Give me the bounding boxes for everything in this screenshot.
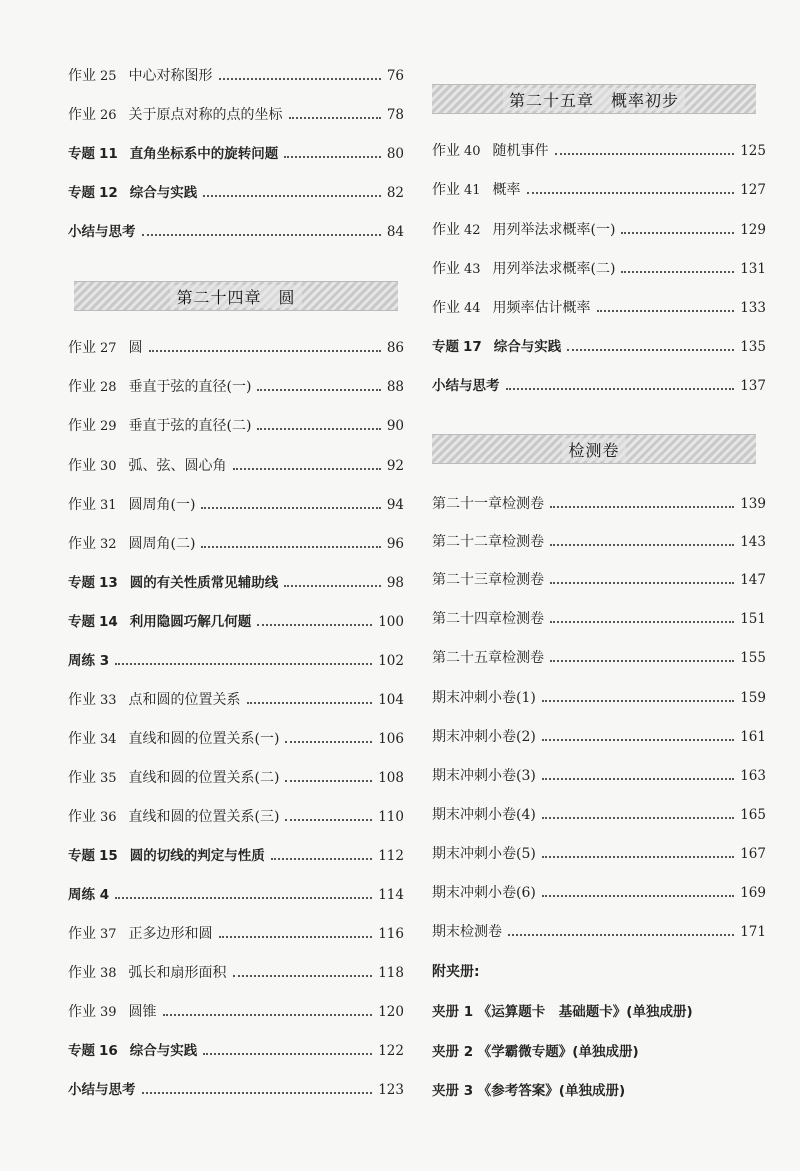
entry-number: 14 (99, 614, 118, 630)
entry-title: 直线和圆的位置关系(一) (128, 731, 280, 747)
entry-page: 167 (740, 846, 766, 862)
toc-entry[interactable] (432, 725, 766, 749)
entry-page: 123 (378, 1082, 404, 1098)
entry-page: 84 (386, 224, 404, 240)
entry-number: 17 (463, 339, 482, 355)
entry-number: 26 (100, 108, 117, 123)
entry-number: 43 (464, 262, 481, 277)
leader-dots (142, 1092, 373, 1094)
leader-dots (163, 1014, 373, 1016)
toc-entry[interactable] (68, 610, 404, 634)
leader-dots (219, 936, 373, 938)
toc-entry[interactable] (68, 103, 404, 127)
entry-kind: 专题 (68, 575, 95, 591)
toc-entry[interactable] (68, 142, 404, 166)
entry-number: 29 (100, 419, 117, 434)
toc-entry[interactable] (68, 454, 404, 478)
entry-page: 86 (386, 340, 404, 356)
entry-page: 135 (740, 339, 766, 355)
entry-page: 100 (378, 614, 404, 630)
leader-dots (550, 660, 734, 662)
toc-entry[interactable] (68, 688, 404, 712)
leader-dots (508, 934, 734, 936)
leader-dots (203, 195, 381, 197)
entry-title: 圆锥 (128, 1004, 157, 1020)
entry-title: 期末冲刺小卷(2) (432, 729, 536, 745)
entry-page: 114 (378, 887, 404, 903)
entry-title: 圆的有关性质常见辅助线 (129, 575, 279, 591)
entry-kind: 专题 (68, 848, 95, 864)
entry-number: 36 (100, 810, 117, 825)
entry-kind: 作业 (68, 1004, 96, 1020)
entry-page: 88 (386, 379, 404, 395)
entry-title: 用频率估计概率 (492, 300, 591, 316)
entry-page: 82 (386, 185, 404, 201)
entry-title: 随机事件 (492, 143, 549, 159)
leader-dots (289, 117, 381, 119)
leader-dots (257, 428, 380, 430)
entry-title: 关于原点对称的点的坐标 (128, 107, 283, 123)
entry-page: 110 (378, 809, 404, 825)
entry-page: 143 (740, 534, 766, 550)
leader-dots (527, 192, 735, 194)
leader-dots (285, 741, 372, 743)
toc-entry[interactable] (432, 568, 766, 592)
toc-entry[interactable] (68, 1078, 404, 1102)
entry-page: 161 (740, 729, 766, 745)
entry-title: 周练 3 (68, 653, 110, 669)
entry-title: 第二十五章检测卷 (432, 650, 544, 666)
entry-title: 第二十二章检测卷 (432, 534, 544, 550)
entry-kind: 专题 (68, 185, 95, 201)
entry-kind: 作业 (68, 458, 96, 474)
entry-title: 小结与思考 (68, 1082, 136, 1098)
leader-dots (506, 388, 735, 390)
entry-title: 期末冲刺小卷(5) (432, 846, 536, 862)
leader-dots (284, 585, 381, 587)
appendix-item: 夹册 2 《学霸微专题》(单独成册) (432, 1044, 639, 1060)
entry-title: 期末冲刺小卷(4) (432, 807, 536, 823)
leader-dots (257, 389, 380, 391)
entry-title: 综合与实践 (129, 185, 198, 201)
entry-number: 42 (464, 223, 481, 238)
entry-title: 圆周角(一) (128, 497, 196, 513)
leader-dots (597, 310, 735, 312)
entry-number: 25 (100, 69, 117, 84)
leader-dots (149, 350, 381, 352)
leader-dots (201, 546, 380, 548)
entry-title: 第二十一章检测卷 (432, 496, 544, 512)
entry-title: 点和圆的位置关系 (128, 692, 241, 708)
entry-title: 第二十四章检测卷 (432, 611, 544, 627)
entry-page: 116 (378, 926, 404, 942)
entry-title: 期末冲刺小卷(3) (432, 768, 536, 784)
entry-kind: 作业 (68, 770, 96, 786)
entry-page: 129 (740, 222, 766, 238)
entry-number: 27 (100, 341, 117, 356)
entry-page: 102 (378, 653, 404, 669)
entry-number: 16 (99, 1043, 118, 1059)
entry-title: 综合与实践 (129, 1043, 198, 1059)
entry-kind: 专题 (68, 614, 95, 630)
entry-number: 33 (100, 693, 117, 708)
entry-page: 125 (740, 143, 766, 159)
toc-entry[interactable] (432, 881, 766, 905)
leader-dots (621, 232, 734, 234)
entry-kind: 专题 (432, 339, 459, 355)
entry-kind: 专题 (68, 146, 95, 162)
entry-page: 80 (386, 146, 404, 162)
chapter-title: 第二十四章 圆 (170, 285, 301, 308)
entry-page: 169 (740, 885, 766, 901)
toc-entry[interactable] (68, 961, 404, 985)
entry-kind: 作业 (68, 68, 96, 84)
entry-page: 92 (386, 458, 404, 474)
entry-kind: 作业 (432, 300, 460, 316)
entry-title: 直角坐标系中的旋转问题 (129, 146, 279, 162)
toc-entry[interactable] (68, 375, 404, 399)
entry-title: 弧、弦、圆心角 (128, 458, 227, 474)
toc-entry[interactable] (432, 335, 766, 359)
leader-dots (284, 156, 381, 158)
toc-entry[interactable] (68, 571, 404, 595)
entry-page: 159 (740, 690, 766, 706)
toc-entry[interactable] (432, 218, 766, 242)
appendix-item: 夹册 3 《参考答案》(单独成册) (432, 1083, 626, 1099)
entry-title: 垂直于弦的直径(二) (128, 418, 252, 434)
appendix-item: 夹册 1 《运算题卡 基础题卡》(单独成册) (432, 1004, 693, 1020)
entry-page: 78 (386, 107, 404, 123)
entry-title: 用列举法求概率(一) (492, 222, 616, 238)
toc-entry[interactable] (68, 414, 404, 438)
tests-heading (432, 434, 756, 464)
toc-entry[interactable] (432, 139, 766, 163)
entry-number: 41 (464, 183, 481, 198)
entry-page: 90 (386, 418, 404, 434)
entry-kind: 专题 (68, 1043, 95, 1059)
chapter-title: 第二十五章 概率初步 (503, 88, 685, 111)
toc-entry[interactable] (432, 686, 766, 710)
entry-kind: 作业 (68, 107, 96, 123)
entry-kind: 作业 (68, 809, 96, 825)
toc-entry[interactable] (432, 842, 766, 866)
toc-entry[interactable] (68, 649, 404, 673)
toc-entry[interactable] (432, 530, 766, 554)
entry-page: 118 (378, 965, 404, 981)
entry-number: 35 (100, 771, 117, 786)
entry-page: 120 (378, 1004, 404, 1020)
entry-title: 用列举法求概率(二) (492, 261, 616, 277)
entry-page: 112 (378, 848, 404, 864)
entry-page: 139 (740, 496, 766, 512)
entry-kind: 作业 (68, 379, 96, 395)
entry-kind: 作业 (432, 182, 460, 198)
leader-dots (115, 663, 372, 665)
entry-page: 104 (378, 692, 404, 708)
entry-page: 147 (740, 572, 766, 588)
chapter-25-heading (432, 84, 756, 114)
section-title: 检测卷 (562, 438, 625, 461)
entry-number: 28 (100, 380, 117, 395)
leader-dots (233, 468, 381, 470)
leader-dots (555, 153, 735, 155)
entry-title: 正多边形和圆 (128, 926, 213, 942)
entry-number: 37 (100, 927, 117, 942)
entry-title: 直线和圆的位置关系(三) (128, 809, 280, 825)
leader-dots (247, 702, 373, 704)
entry-title: 圆的切线的判定与性质 (129, 848, 265, 864)
leader-dots (201, 507, 380, 509)
appendix-heading: 附夹册: (432, 964, 480, 980)
entry-number: 11 (99, 146, 118, 162)
entry-title: 弧长和扇形面积 (128, 965, 227, 981)
leader-dots (285, 819, 372, 821)
toc-entry[interactable] (68, 922, 404, 946)
entry-kind: 作业 (68, 497, 96, 513)
entry-page: 155 (740, 650, 766, 666)
entry-number: 12 (99, 185, 118, 201)
entry-kind: 作业 (68, 536, 96, 552)
leader-dots (542, 739, 734, 741)
entry-kind: 作业 (68, 731, 96, 747)
entry-page: 165 (740, 807, 766, 823)
entry-page: 108 (378, 770, 404, 786)
chapter-24-heading (74, 281, 398, 311)
entry-kind: 作业 (68, 965, 96, 981)
entry-kind: 作业 (432, 143, 460, 159)
toc-entry[interactable] (68, 64, 404, 88)
entry-page: 96 (386, 536, 404, 552)
toc-entry[interactable] (68, 493, 404, 517)
leader-dots (115, 897, 372, 899)
entry-kind: 作业 (68, 340, 96, 356)
toc-entry[interactable] (432, 920, 766, 944)
toc-entry[interactable] (68, 805, 404, 829)
leader-dots (142, 234, 381, 236)
entry-title: 利用隐圆巧解几何题 (129, 614, 252, 630)
entry-title: 小结与思考 (68, 224, 136, 240)
entry-page: 106 (378, 731, 404, 747)
entry-number: 15 (99, 848, 118, 864)
entry-number: 31 (100, 498, 117, 513)
entry-page: 137 (740, 378, 766, 394)
toc-entry[interactable] (68, 532, 404, 556)
entry-kind: 作业 (68, 926, 96, 942)
entry-title: 垂直于弦的直径(一) (128, 379, 252, 395)
entry-title: 概率 (492, 182, 521, 198)
entry-kind: 作业 (68, 418, 96, 434)
entry-number: 38 (100, 966, 117, 981)
entry-number: 13 (99, 575, 118, 591)
leader-dots (271, 858, 372, 860)
entry-title: 期末冲刺小卷(1) (432, 690, 536, 706)
toc-entry[interactable] (432, 646, 766, 670)
leader-dots (542, 817, 734, 819)
entry-number: 44 (464, 301, 481, 316)
entry-kind: 作业 (432, 222, 460, 238)
entry-title: 小结与思考 (432, 378, 500, 394)
leader-dots (621, 271, 734, 273)
entry-page: 171 (740, 924, 766, 940)
entry-title: 第二十三章检测卷 (432, 572, 544, 588)
leader-dots (542, 778, 734, 780)
toc-entry[interactable] (68, 883, 404, 907)
toc-entry[interactable] (432, 492, 766, 516)
entry-title: 期末冲刺小卷(6) (432, 885, 536, 901)
toc-entry[interactable] (68, 181, 404, 205)
entry-number: 39 (100, 1005, 117, 1020)
toc-entry[interactable] (432, 607, 766, 631)
toc-entry[interactable] (432, 296, 766, 320)
toc-entry[interactable] (432, 803, 766, 827)
leader-dots (542, 895, 734, 897)
entry-number: 32 (100, 537, 117, 552)
leader-dots (550, 621, 734, 623)
leader-dots (203, 1053, 372, 1055)
entry-page: 94 (386, 497, 404, 513)
leader-dots (542, 856, 734, 858)
entry-number: 40 (464, 144, 481, 159)
entry-page: 163 (740, 768, 766, 784)
leader-dots (567, 349, 734, 351)
entry-kind: 作业 (68, 692, 96, 708)
entry-title: 周练 4 (68, 887, 110, 903)
toc-entry[interactable] (68, 336, 404, 360)
entry-title: 期末检测卷 (432, 924, 502, 940)
entry-page: 133 (740, 300, 766, 316)
leader-dots (257, 624, 372, 626)
entry-page: 131 (740, 261, 766, 277)
toc-entry[interactable] (68, 220, 404, 244)
toc-entry[interactable] (68, 727, 404, 751)
leader-dots (550, 506, 734, 508)
entry-title: 圆 (128, 340, 143, 356)
toc-entry[interactable] (68, 766, 404, 790)
entry-page: 127 (740, 182, 766, 198)
leader-dots (550, 544, 734, 546)
entry-number: 34 (100, 732, 117, 747)
leader-dots (233, 975, 373, 977)
toc-entry[interactable] (432, 178, 766, 202)
toc-entry[interactable] (68, 1039, 404, 1063)
entry-number: 30 (100, 459, 117, 474)
entry-title: 中心对称图形 (128, 68, 213, 84)
entry-title: 综合与实践 (493, 339, 562, 355)
toc-entry[interactable] (432, 764, 766, 788)
leader-dots (285, 780, 372, 782)
toc-entry[interactable] (68, 1000, 404, 1024)
toc-entry[interactable] (432, 257, 766, 281)
entry-page: 98 (386, 575, 404, 591)
toc-entry[interactable] (68, 844, 404, 868)
toc-entry[interactable] (432, 374, 766, 398)
entry-title: 圆周角(二) (128, 536, 196, 552)
leader-dots (219, 78, 381, 80)
leader-dots (542, 700, 734, 702)
entry-page: 122 (378, 1043, 404, 1059)
entry-page: 76 (386, 68, 404, 84)
entry-page: 151 (740, 611, 766, 627)
entry-title: 直线和圆的位置关系(二) (128, 770, 280, 786)
leader-dots (550, 582, 734, 584)
entry-kind: 作业 (432, 261, 460, 277)
